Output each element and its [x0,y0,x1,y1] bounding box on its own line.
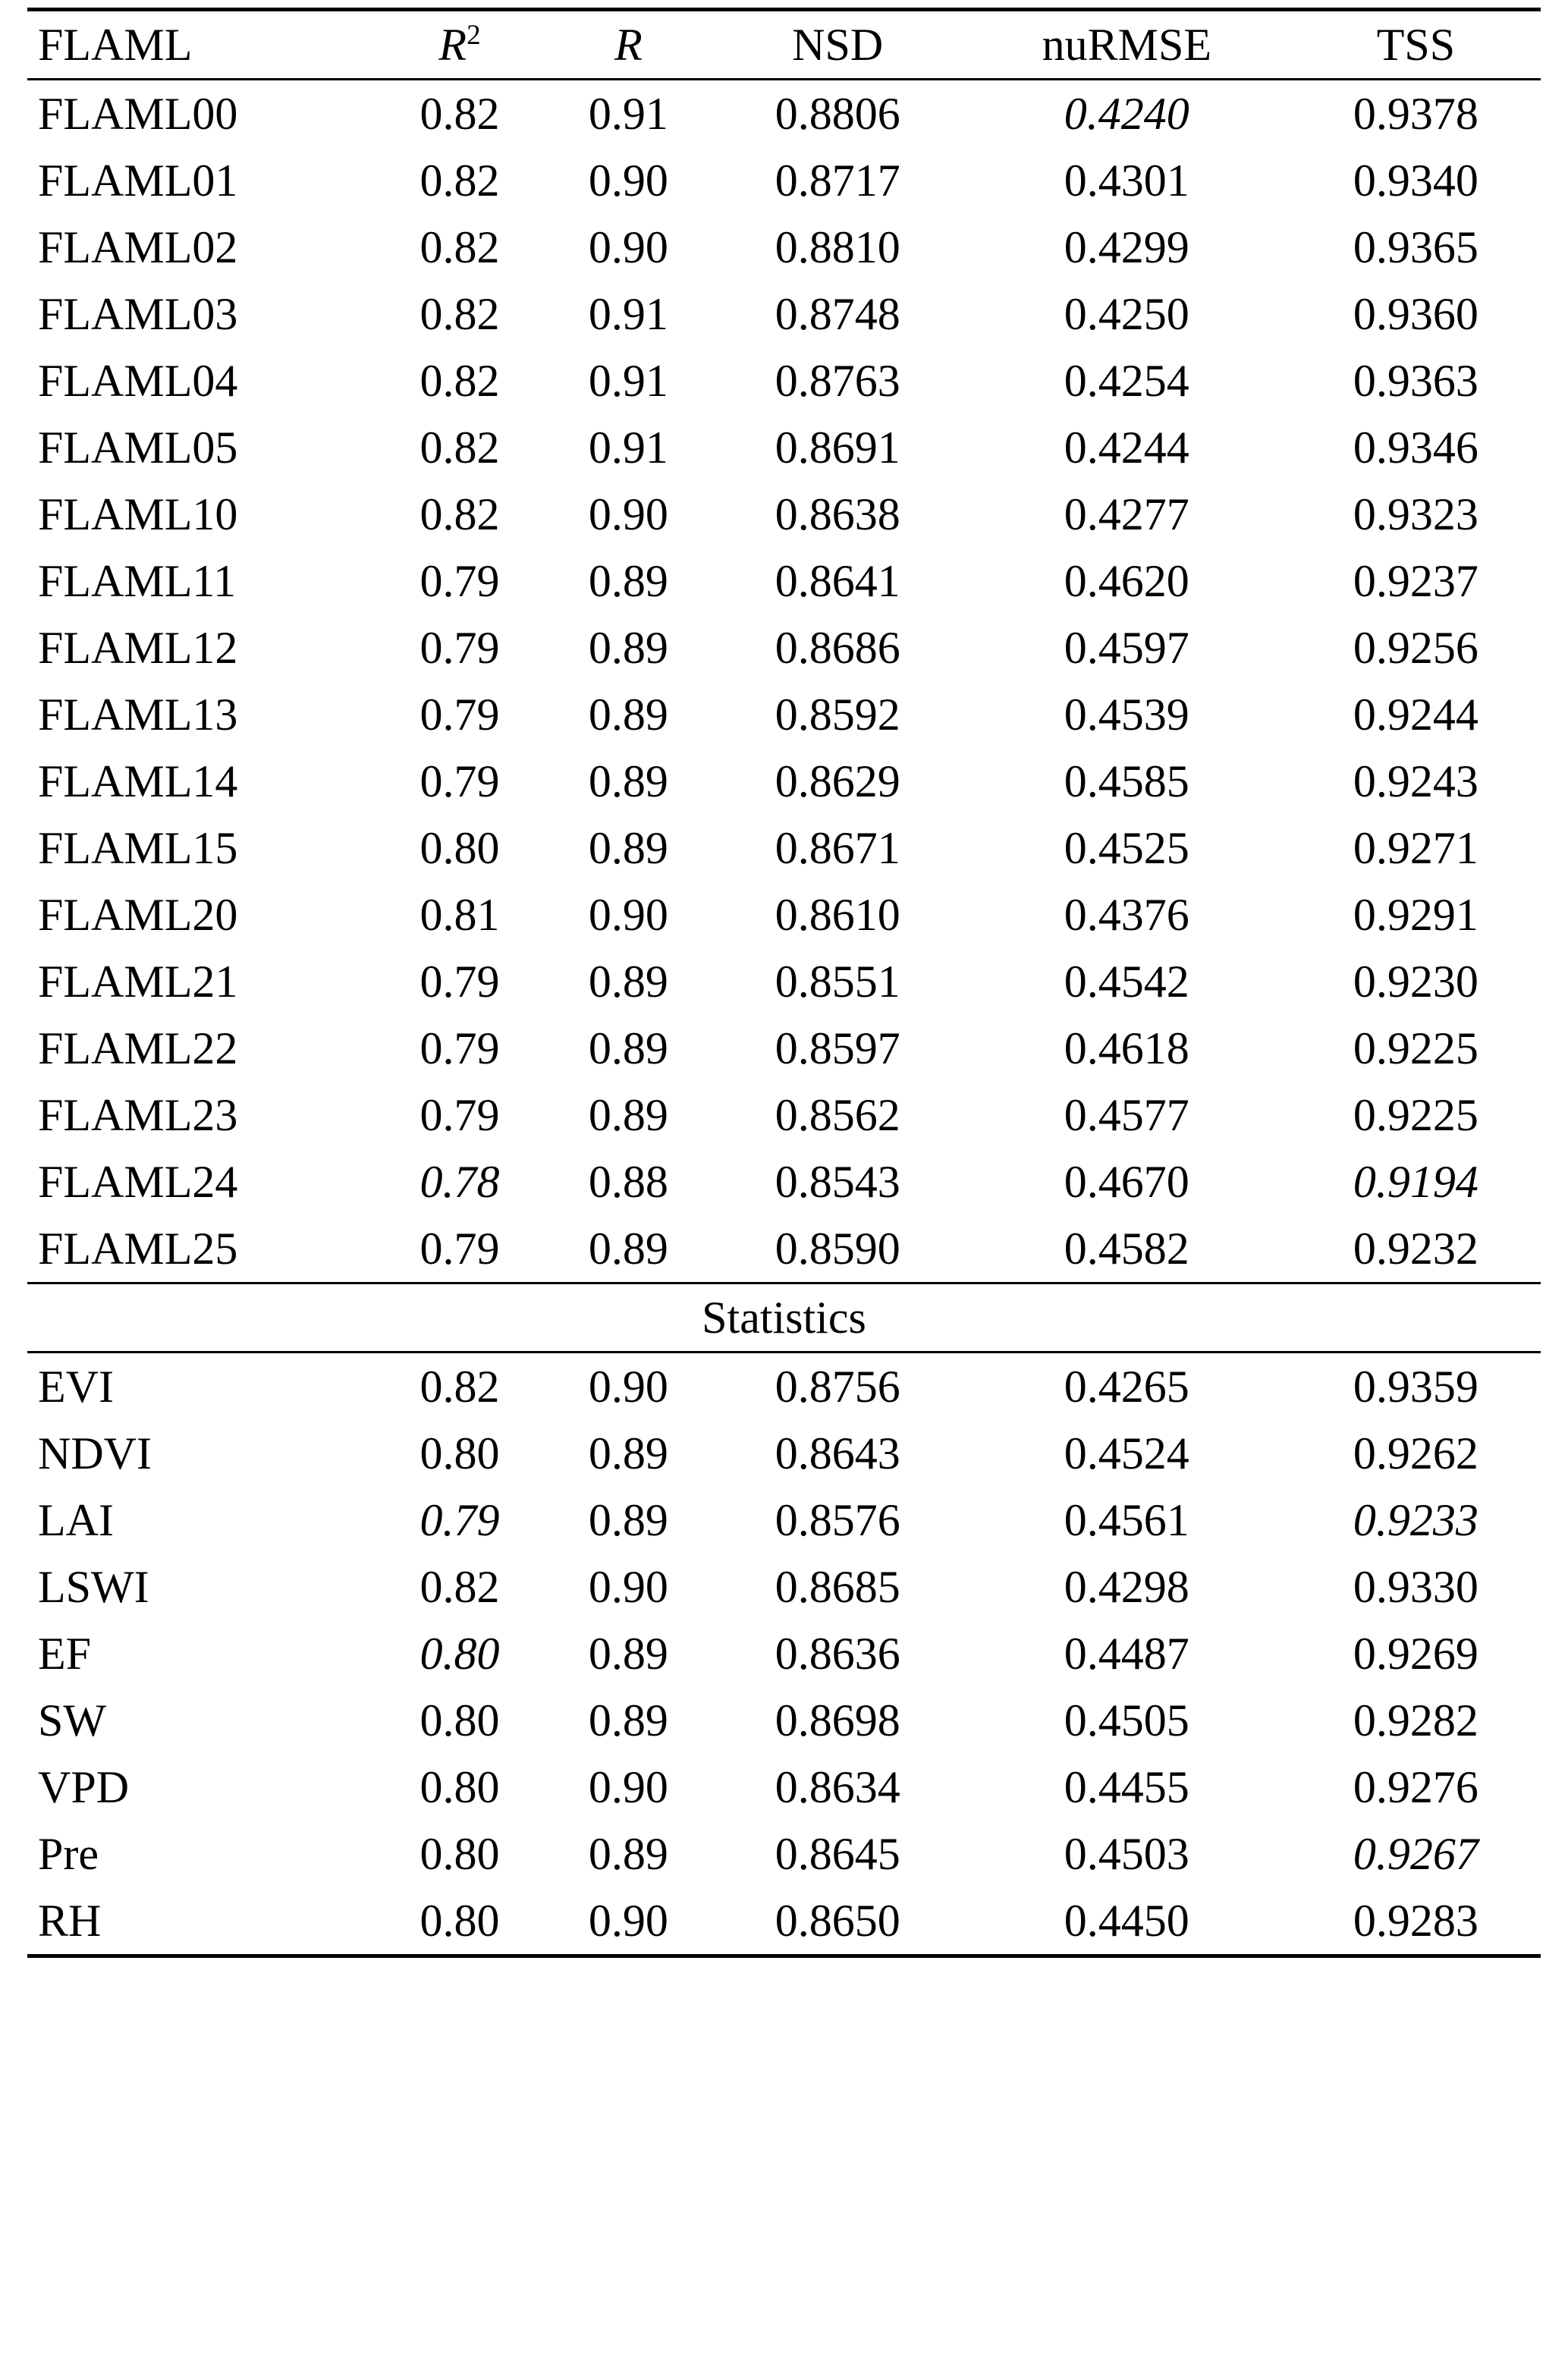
table-cell: 0.82 [419,489,500,539]
row-label: SW [38,1695,106,1745]
table-cell: 0.90 [588,489,668,539]
header-tss: TSS [1291,10,1541,80]
table-cell: 0.8597 [775,1023,900,1073]
table-cell: 0.89 [588,1495,668,1545]
table-row [27,147,1541,214]
table-cell: 0.9359 [1291,1353,1541,1421]
table-cell: 0.80 [419,1829,500,1879]
header-r-squared-text: $R^2$ [438,20,481,70]
table-cell: 0.8650 [713,1887,963,1956]
table-row [27,214,1541,281]
table-cell: 0.9340 [1353,156,1478,206]
table-cell: 0.82 [419,156,500,206]
table-cell: 0.4597 [1064,623,1189,673]
table-cell: 0.90 [588,1562,668,1612]
table-row [27,815,1541,881]
table-header [27,10,1541,80]
table-cell: 0.4299 [1064,222,1189,272]
table-cell: 0.4525 [1064,823,1189,873]
table-cell: 0.4542 [1064,957,1189,1007]
table-cell: 0.9225 [1353,1090,1478,1140]
table-cell: 0.91 [588,423,668,473]
table-cell: 0.80 [419,1762,500,1812]
table-cell: 0.89 [588,1695,668,1745]
table-cell: 0.90 [544,1887,712,1956]
table-row [27,748,1541,815]
table-row [27,281,1541,347]
table-cell: 0.4505 [1064,1695,1189,1745]
table-cell: 0.90 [544,1353,712,1421]
table-cell: 0.9225 [1353,1023,1478,1073]
table-cell: 0.89 [588,1090,668,1140]
table-cell: 0.8717 [775,156,900,206]
table-cell: 0.4450 [963,1887,1291,1956]
table-row [27,414,1541,481]
row-label: FLAML24 [38,1157,238,1207]
table-cell: 0.91 [588,289,668,339]
table-body-statistics [27,1353,1541,1956]
row-label: EVI [27,1353,376,1421]
table-row [27,1487,1541,1554]
table-cell: 0.4254 [1064,356,1189,406]
table-cell: 0.8685 [775,1562,900,1612]
table-cell: 0.8691 [775,423,900,473]
table-cell: 0.90 [588,156,668,206]
table-cell: 0.4265 [963,1353,1291,1421]
table-cell: 0.82 [419,222,500,272]
table-cell: 0.89 [588,957,668,1007]
table-cell: 0.82 [419,1562,500,1612]
row-label: FLAML05 [38,423,238,473]
table-cell: 0.4577 [1064,1090,1189,1140]
table-cell: 0.9262 [1353,1428,1478,1478]
table-cell: 0.4376 [1064,890,1189,940]
table-cell: 0.8641 [775,556,900,606]
table-cell: 0.81 [419,890,500,940]
table-row [27,614,1541,681]
table-cell: 0.80 [419,823,500,873]
table-row [27,1215,1541,1283]
row-label: FLAML25 [38,1224,238,1274]
table-cell: 0.4503 [1064,1829,1189,1879]
table-row [27,681,1541,748]
row-label: FLAML21 [38,957,238,1007]
table-row [27,1082,1541,1148]
table-cell: 0.82 [419,289,500,339]
table-cell: 0.8562 [775,1090,900,1140]
table-cell: 0.89 [588,823,668,873]
table-cell: 0.4539 [1064,690,1189,740]
table-row [27,1554,1541,1620]
table-cell: 0.9237 [1353,556,1478,606]
table-cell: 0.4301 [1064,156,1189,206]
table-cell: 0.79 [419,1023,500,1073]
header-nsd: NSD [713,10,963,80]
table-cell: 0.8543 [775,1157,900,1207]
table-cell: 0.9283 [1291,1887,1541,1956]
flaml-metrics-table [27,8,1541,1958]
table-cell: 0.9291 [1353,890,1478,940]
table-cell: 0.4620 [1064,556,1189,606]
table-cell: 0.80 [376,1887,544,1956]
table-row [27,347,1541,414]
table-row [27,948,1541,1015]
row-label: Pre [38,1829,99,1879]
table-cell: 0.82 [419,89,500,139]
table-cell: 0.8756 [713,1353,963,1421]
table-cell: 0.80 [419,1695,500,1745]
table-cell: 0.89 [588,556,668,606]
table-row [27,1821,1541,1887]
table-cell: 0.89 [588,1629,668,1679]
table-row [27,1687,1541,1754]
table-row [27,1887,1541,1956]
table-cell: 0.82 [419,356,500,406]
table-cell: 0.8810 [775,222,900,272]
table-cell: 0.89 [588,690,668,740]
table-cell: 0.4455 [1064,1762,1189,1812]
row-label: FLAML03 [38,289,238,339]
row-label: RH [27,1887,376,1956]
table-cell: 0.91 [588,356,668,406]
table-cell: 0.79 [419,957,500,1007]
table-cell: 0.82 [376,1353,544,1421]
table-cell: 0.8592 [775,690,900,740]
row-label: FLAML00 [38,89,238,139]
table-cell: 0.8629 [775,756,900,806]
table-row [27,1353,1541,1421]
table-row [27,1420,1541,1487]
table-cell: 0.8576 [775,1495,900,1545]
row-label: FLAML22 [38,1023,238,1073]
section-header-row [27,1283,1541,1353]
header-flaml: FLAML [27,10,376,80]
row-label: FLAML10 [38,489,238,539]
table-cell: 0.90 [588,1762,668,1812]
row-label: EF [38,1629,92,1679]
table-cell: 0.9230 [1353,957,1478,1007]
table-cell: 0.9256 [1353,623,1478,673]
table-cell: 0.8610 [775,890,900,940]
table-cell: 0.89 [588,623,668,673]
table-cell: 0.9346 [1353,423,1478,473]
table-body-models [27,80,1541,1283]
table-cell: 0.9365 [1353,222,1478,272]
table-cell: 0.9194 [1353,1157,1478,1207]
table-cell: 0.8698 [775,1695,900,1745]
header-r: R [544,10,712,80]
table-cell: 0.4244 [1064,423,1189,473]
section-label-statistics: Statistics [27,1283,1541,1353]
table-row [27,881,1541,948]
table-cell: 0.4670 [1064,1157,1189,1207]
table-cell: 0.8636 [775,1629,900,1679]
table-cell: 0.8634 [775,1762,900,1812]
table-cell: 0.91 [588,89,668,139]
row-label: NDVI [38,1428,152,1478]
table-cell: 0.8686 [775,623,900,673]
row-label: FLAML14 [38,756,238,806]
row-label: FLAML04 [38,356,238,406]
table-cell: 0.8806 [775,89,900,139]
table-cell: 0.8551 [775,957,900,1007]
table-cell: 0.4250 [1064,289,1189,339]
table-cell: 0.9330 [1353,1562,1478,1612]
header-row [27,10,1541,80]
table-cell: 0.9323 [1353,489,1478,539]
table-cell: 0.89 [588,1829,668,1879]
table-cell: 0.9244 [1353,690,1478,740]
table-cell: 0.8748 [775,289,900,339]
row-label: FLAML23 [38,1090,238,1140]
table-row [27,481,1541,548]
table-cell: 0.9267 [1353,1829,1478,1879]
row-label: FLAML13 [38,690,238,740]
table-cell: 0.88 [588,1157,668,1207]
table-cell: 0.80 [419,1629,500,1679]
table-cell: 0.8645 [775,1829,900,1879]
table-cell: 0.4582 [1064,1224,1189,1274]
table-row [27,548,1541,614]
table-cell: 0.89 [588,1224,668,1274]
table-cell: 0.90 [588,222,668,272]
table-cell: 0.9232 [1353,1224,1478,1274]
table-cell: 0.79 [419,756,500,806]
header-nurmse: nuRMSE [963,10,1291,80]
table-cell: 0.4298 [1064,1562,1189,1612]
table-cell: 0.79 [419,1090,500,1140]
row-label: FLAML20 [38,890,238,940]
table-cell: 0.79 [419,690,500,740]
row-label: VPD [38,1762,130,1812]
table-cell: 0.8590 [775,1224,900,1274]
table-cell: 0.9360 [1353,289,1478,339]
table-cell: 0.79 [419,556,500,606]
row-label: FLAML12 [38,623,238,673]
table-cell: 0.8763 [775,356,900,406]
table-cell: 0.4561 [1064,1495,1189,1545]
table-cell: 0.4618 [1064,1023,1189,1073]
table-cell: 0.78 [419,1157,500,1207]
table-row [27,80,1541,148]
header-r-squared [376,10,544,80]
table-cell: 0.8671 [775,823,900,873]
row-label: FLAML01 [38,156,238,206]
table-cell: 0.9243 [1353,756,1478,806]
table-cell: 0.89 [588,756,668,806]
table-cell: 0.89 [588,1023,668,1073]
table-cell: 0.8638 [775,489,900,539]
row-label: FLAML11 [38,556,237,606]
table-cell: 0.4585 [1064,756,1189,806]
table-cell: 0.8643 [775,1428,900,1478]
table-cell: 0.9233 [1353,1495,1478,1545]
table-cell: 0.90 [588,890,668,940]
table-section-statistics [27,1283,1541,1353]
table-cell: 0.4487 [1064,1629,1189,1679]
table-row [27,1620,1541,1687]
table-cell: 0.4524 [1064,1428,1189,1478]
table-cell: 0.9271 [1353,823,1478,873]
table-cell: 0.79 [419,623,500,673]
table-row [27,1148,1541,1215]
table-row [27,1754,1541,1821]
table-cell: 0.82 [419,423,500,473]
table-cell: 0.79 [419,1224,500,1274]
row-label: LSWI [38,1562,149,1612]
table-cell: 0.9276 [1353,1762,1478,1812]
table-cell: 0.9363 [1353,356,1478,406]
table-cell: 0.9269 [1353,1629,1478,1679]
table-cell: 0.89 [588,1428,668,1478]
table-cell: 0.9378 [1353,89,1478,139]
table-cell: 0.4240 [1064,89,1189,139]
table-cell: 0.4277 [1064,489,1189,539]
table-cell: 0.79 [419,1495,500,1545]
row-label: FLAML15 [38,823,238,873]
table-cell: 0.80 [419,1428,500,1478]
table-row [27,1015,1541,1082]
table-cell: 0.9282 [1353,1695,1478,1745]
row-label: FLAML02 [38,222,238,272]
row-label: LAI [38,1495,114,1545]
